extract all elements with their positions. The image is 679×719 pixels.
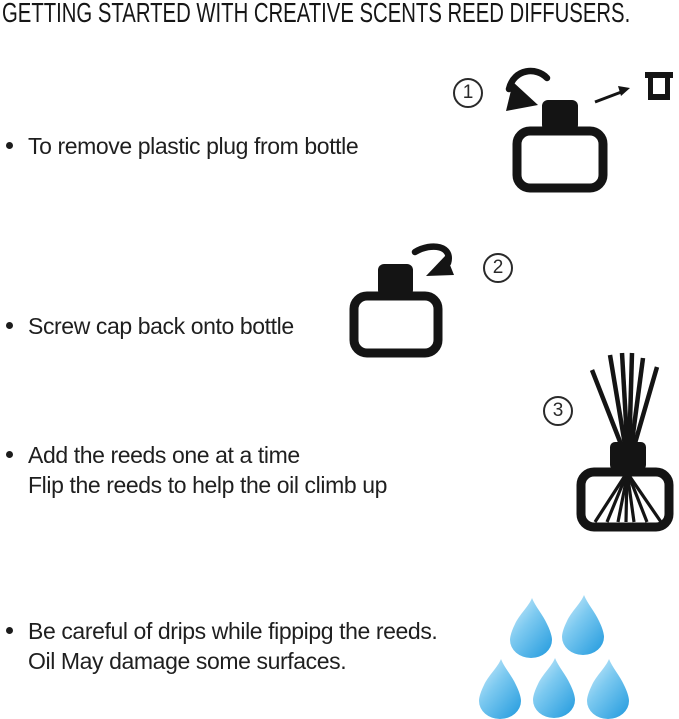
bottle-body [517, 131, 603, 188]
reed-diffuser-bottle-with-reeds-icon [560, 345, 679, 535]
bottle-body [354, 296, 438, 353]
instruction-line: Screw cap back onto bottle [28, 313, 294, 339]
bullet-dot [6, 627, 13, 634]
bottle-cap [542, 100, 578, 131]
reeds-above-bottle [592, 353, 657, 457]
instruction-line: Add the reeds one at a time [28, 442, 300, 468]
bullet-dot [6, 451, 13, 458]
instruction-item-2 [6, 311, 294, 341]
instruction-line: Flip the reeds to help the oil climb up [28, 472, 387, 498]
reeds-inside-bottle [595, 471, 661, 522]
instruction-line: Be careful of drips while fippipg the reeds. [28, 618, 438, 644]
bullet-dot [6, 322, 13, 329]
instruction-item-1 [6, 131, 358, 161]
oil-drop [479, 659, 521, 719]
oil-drop [562, 595, 604, 655]
plastic-plug [645, 72, 673, 100]
bottle-unscrew-cap-and-remove-plug-icon [440, 62, 679, 200]
page-title: GETTING STARTED WITH CREATIVE SCENTS REED DIFFUSERS. [2, 0, 631, 28]
bottle-screw-cap-on-icon [340, 242, 520, 362]
oil-drop [587, 659, 629, 719]
step-number: 2 [492, 257, 504, 278]
instruction-item-3 [6, 440, 387, 500]
oil-drop [510, 598, 552, 658]
pointer-arrowhead [618, 86, 630, 96]
instruction-item-4 [6, 616, 437, 676]
oil-drops-icon [470, 588, 679, 719]
bottle-cap [378, 264, 413, 296]
bullet-dot [6, 142, 13, 149]
instruction-line: To remove plastic plug from bottle [28, 133, 359, 159]
step-number: 3 [552, 400, 564, 421]
instruction-line: Oil May damage some surfaces. [28, 648, 347, 674]
step-number: 1 [462, 82, 474, 103]
oil-drop [533, 658, 575, 718]
bottle-cap [610, 442, 646, 470]
pointer-arrow-icon [595, 91, 624, 102]
